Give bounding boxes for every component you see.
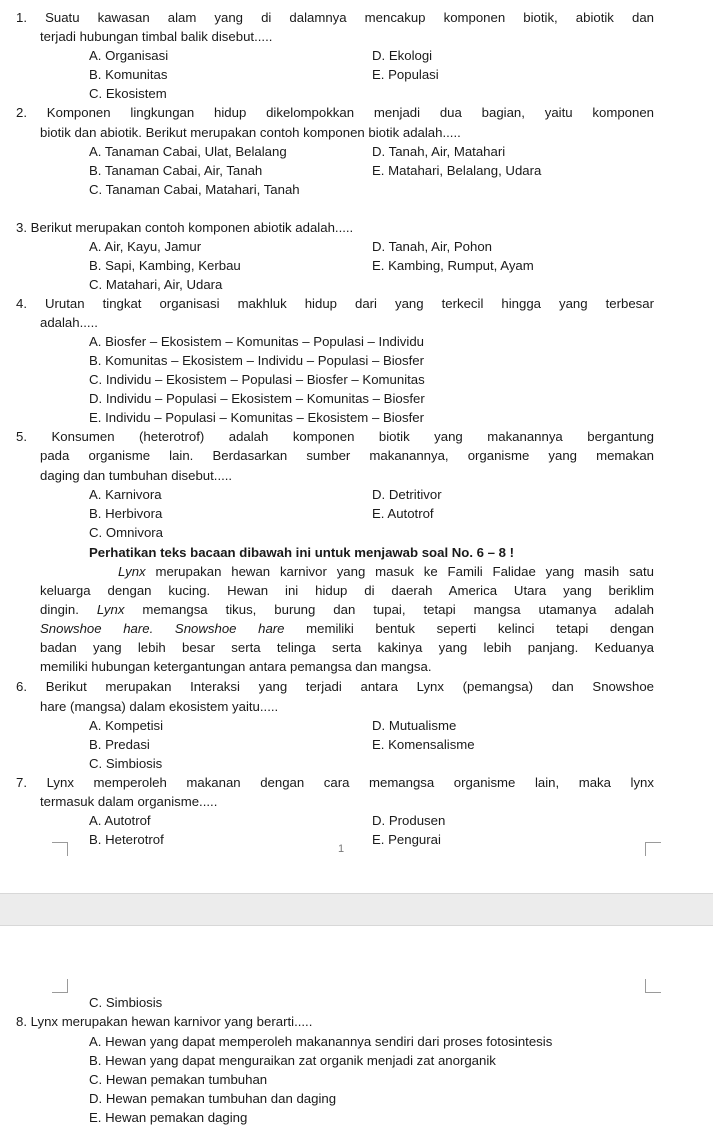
question-1-option-e: E. Populasi [372, 67, 439, 82]
passage-line-1-text: merupakan hewan karnivor yang masuk ke Famili Falidae yang masih satu [145, 564, 654, 579]
passage-line-5: badan yang lebih besar serta telinga serta kakinya yang lebih panjang. Keduanya [40, 640, 654, 655]
question-8-option-c: C. Hewan pemakan tumbuhan [89, 1072, 268, 1087]
question-7-text-cont: termasuk dalam organisme..... [40, 794, 218, 809]
question-7-option-c: C. Simbiosis [89, 995, 163, 1010]
question-2-option-b: B. Tanaman Cabai, Air, Tanah [89, 163, 263, 178]
page-corner-mark-right [645, 842, 661, 856]
page-number: 1 [338, 843, 345, 855]
passage-line-2: keluarga dengan kucing. Hewan ini hidup di daerah America Utara yang beriklim [40, 583, 654, 598]
passage-snowshoe-term: Snowshoe hare. Snowshoe hare [40, 621, 285, 636]
question-6-option-a: A. Kompetisi [89, 718, 164, 733]
question-2-text: 2. Komponen lingkungan hidup dikelompokkan menjadi dua bagian, yaitu komponen [16, 105, 654, 120]
passage-lynx-term: Lynx [118, 564, 146, 579]
question-4-text: 4. Urutan tingkat organisasi makhluk hidup dari yang terkecil hingga yang terbesar [16, 296, 654, 311]
question-1-text-cont: terjadi hubungan timbal balik disebut..... [40, 29, 273, 44]
question-8-option-b: B. Hewan yang dapat menguraikan zat organik menjadi zat anorganik [89, 1053, 496, 1068]
question-5-option-e: E. Autotrof [372, 506, 434, 521]
page-corner-mark-left-2 [52, 979, 68, 993]
passage-title: Perhatikan teks bacaan dibawah ini untuk menjawab soal No. 6 – 8 ! [89, 545, 515, 560]
document-page-2 [0, 926, 713, 1131]
passage-line-6: memiliki hubungan ketergantungan antara pemangsa dan mangsa. [40, 659, 432, 674]
question-6-text: 6. Berikut merupakan Interaksi yang terjadi antara Lynx (pemangsa) dan Snowshoe [16, 679, 654, 694]
question-8-option-a: A. Hewan yang dapat memperoleh makanannya sendiri dari proses fotosintesis [89, 1034, 553, 1049]
question-2-option-d: D. Tanah, Air, Matahari [372, 144, 506, 159]
question-5-text-cont-1: pada organisme lain. Berdasarkan sumber makanannya, organisme yang memakan [40, 448, 654, 463]
question-2-option-e: E. Matahari, Belalang, Udara [372, 163, 542, 178]
question-3-option-e: E. Kambing, Rumput, Ayam [372, 258, 534, 273]
question-5-option-d: D. Detritivor [372, 487, 442, 502]
question-1-option-d: D. Ekologi [372, 48, 433, 63]
question-6-option-c: C. Simbiosis [89, 756, 163, 771]
question-6-text-cont: hare (mangsa) dalam ekosistem yaitu..... [40, 699, 279, 714]
question-1-text: 1. Suatu kawasan alam yang di dalamnya mencakup komponen biotik, abiotik dan [16, 10, 654, 25]
page-corner-mark-right-2 [645, 979, 661, 993]
question-8-text: 8. Lynx merupakan hewan karnivor yang berarti..... [16, 1014, 313, 1029]
question-4-option-d: D. Individu – Populasi – Ekosistem – Komunitas – Biosfer [89, 391, 425, 406]
question-3-option-d: D. Tanah, Air, Pohon [372, 239, 492, 254]
question-3-option-b: B. Sapi, Kambing, Kerbau [89, 258, 241, 273]
question-8-option-e: E. Hewan pemakan daging [89, 1110, 248, 1125]
question-1-option-a: A. Organisasi [89, 48, 169, 63]
question-8-option-d: D. Hewan pemakan tumbuhan dan daging [89, 1091, 337, 1106]
question-7-option-b: B. Heterotrof [89, 832, 164, 847]
passage-line-3-start: dingin. [40, 602, 97, 617]
question-4-text-cont: adalah..... [40, 315, 98, 330]
passage-line-4 [40, 619, 654, 638]
question-2-text-cont: biotik dan abiotik. Berikut merupakan contoh komponen biotik adalah..... [40, 125, 461, 140]
question-7-option-d: D. Produsen [372, 813, 446, 828]
question-4-option-c: C. Individu – Ekosistem – Populasi – Biosfer – Komunitas [89, 372, 425, 387]
passage-lynx-term-2: Lynx [96, 602, 125, 617]
passage-line-4-text: memiliki bentuk seperti kelinci tetapi dengan [284, 621, 654, 636]
question-3-text: 3. Berikut merupakan contoh komponen abiotik adalah..... [16, 220, 354, 235]
page-corner-mark-left [52, 842, 68, 856]
question-7-text: 7. Lynx memperoleh makanan dengan cara memangsa organisme lain, maka lynx [16, 775, 654, 790]
question-4-option-a: A. Biosfer – Ekosistem – Komunitas – Populasi – Individu [89, 334, 424, 349]
passage-line-1 [118, 562, 654, 581]
question-6-option-b: B. Predasi [89, 737, 150, 752]
question-3-option-a: A. Air, Kayu, Jamur [89, 239, 202, 254]
passage-line-3 [40, 600, 654, 619]
question-4-option-e: E. Individu – Populasi – Komunitas – Ekosistem – Biosfer [89, 410, 424, 425]
question-7-option-a: A. Autotrof [89, 813, 151, 828]
question-4-option-b: B. Komunitas – Ekosistem – Individu – Populasi – Biosfer [89, 353, 424, 368]
question-5-option-c: C. Omnivora [89, 525, 164, 540]
page-break-gap [0, 893, 713, 926]
question-5-text: 5. Konsumen (heterotrof) adalah komponen biotik yang makanannya bergantung [16, 429, 654, 444]
question-7-option-e: E. Pengurai [372, 832, 441, 847]
question-2-option-a: A. Tanaman Cabai, Ulat, Belalang [89, 144, 287, 159]
question-5-text-cont-2: daging dan tumbuhan disebut..... [40, 468, 233, 483]
question-3-option-c: C. Matahari, Air, Udara [89, 277, 223, 292]
question-5-option-a: A. Karnivora [89, 487, 162, 502]
question-2-option-c: C. Tanaman Cabai, Matahari, Tanah [89, 182, 300, 197]
passage-line-3-end: memangsa tikus, burung dan tupai, tetapi mangsa utamanya adalah [124, 602, 654, 617]
question-5-option-b: B. Herbivora [89, 506, 163, 521]
question-1-option-b: B. Komunitas [89, 67, 168, 82]
question-6-option-d: D. Mutualisme [372, 718, 457, 733]
question-6-option-e: E. Komensalisme [372, 737, 475, 752]
question-1-option-c: C. Ekosistem [89, 86, 167, 101]
